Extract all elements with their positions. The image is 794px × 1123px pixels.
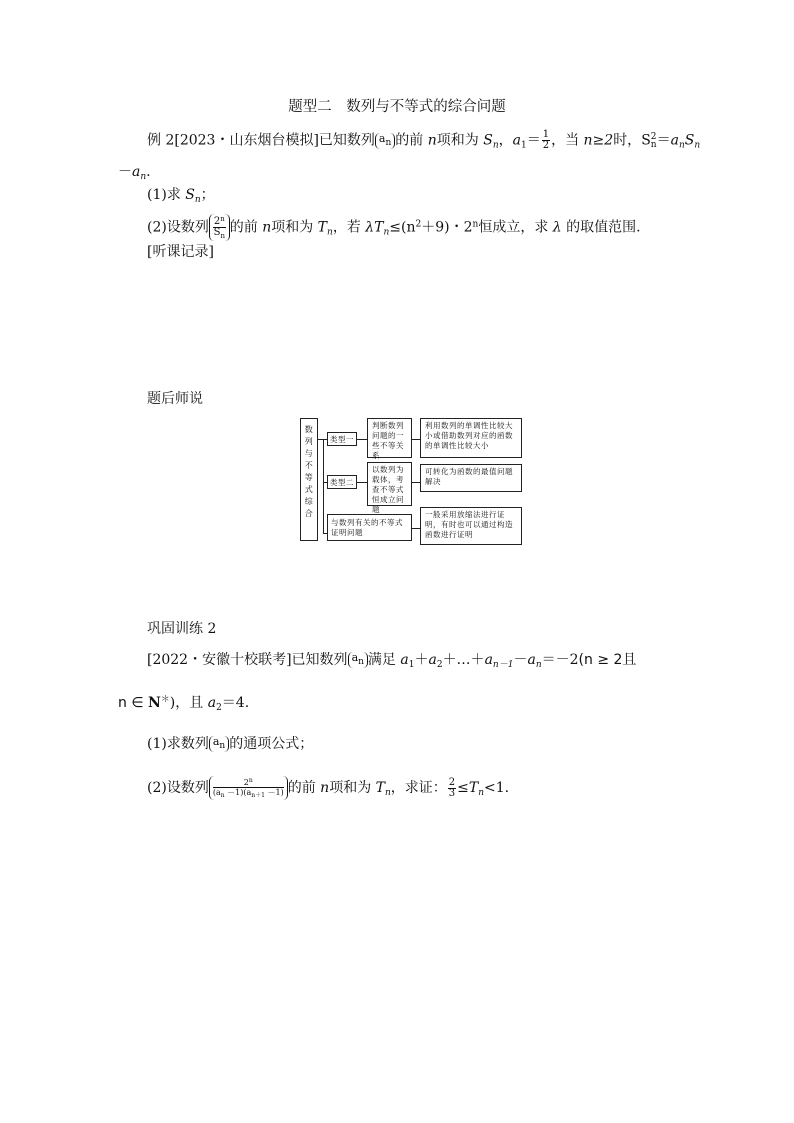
- example-2-line-1: 例 2[2023・山东烟台模拟]已知数列 $a_n$ 的前 n项和为 $S_n$，$a_1=$ $\frac{1}{2}$ ，当 n≥2时，S 2 n $=a_nS_n$: [147, 129, 701, 151]
- example-2-question-2: (2)设数列 $\frac{2^n}{S_n}$ 的前 n项和为 $T_n$，若 $\lambda T_n\le(n^2+9)$・2$^n$恒成立，求 λ 的取值范围.: [147, 215, 641, 240]
- diagram-desc-2: 以数列为载体，考查不等式恒成立问题: [367, 462, 412, 506]
- sequence-braces: $a_n$: [375, 133, 395, 149]
- sequence-braces: $\frac{2^n}{(a_n -1)(a_{n+1} -1)}$: [209, 776, 288, 800]
- practice-line-2: n ∈ N＊)，且 $a_2=4$.: [118, 695, 250, 713]
- fraction-one-half: $\frac{1}{2}$: [542, 129, 550, 151]
- diagram-desc-1: 判断数列问题的一些不等关系: [367, 418, 412, 458]
- diagram-method-3: 一般采用放缩法进行证明，有时也可以通过构造函数进行证明: [420, 507, 522, 545]
- diagram-type-2: 类型二: [327, 475, 357, 489]
- diagram-root: 数列与不等式综合: [300, 418, 318, 541]
- sequence-braces: $a_n$: [348, 652, 368, 668]
- practice-line-1: [2022・安徽十校联考]已知数列 $a_n$ 满足 $a_1+a_2+\dots+a_{n-1}-a_n=-2(n \ge 2$且: [147, 651, 637, 670]
- summary-label: 题后师说: [147, 391, 203, 407]
- practice-label: 巩固训练 2: [147, 621, 217, 637]
- lecture-notes-label: [听课记录]: [147, 244, 214, 260]
- practice-question-1: (1)求数列 $a_n$ 的通项公式；: [147, 735, 314, 752]
- diagram-type-3: 与数列有关的不等式证明问题: [327, 514, 412, 541]
- example-2-line-2: $-a_n$.: [118, 164, 151, 182]
- practice-question-2: (2)设数列 $\frac{2^n}{(a_n -1)(a_{n+1} -1)}$ 的前 n项和为 $T_n$，求证： $\frac{2}{3}$ $\le T_n<1$.: [147, 776, 510, 799]
- section-title: 题型二 数列与不等式的综合问题: [288, 99, 506, 115]
- sequence-braces: $\frac{2^n}{S_n}$: [209, 214, 230, 241]
- example-2-question-1: (1)求 $S_n$；: [147, 187, 215, 205]
- sequence-braces: $a_n$: [209, 736, 229, 752]
- diagram-type-1: 类型一: [327, 432, 357, 446]
- method-diagram: [300, 413, 522, 545]
- diagram-method-1: 利用数列的单调性比较大小或借助数列对应的函数的单调性比较大小: [420, 418, 522, 458]
- diagram-method-2: 可转化为函数的最值问题解决: [420, 464, 522, 492]
